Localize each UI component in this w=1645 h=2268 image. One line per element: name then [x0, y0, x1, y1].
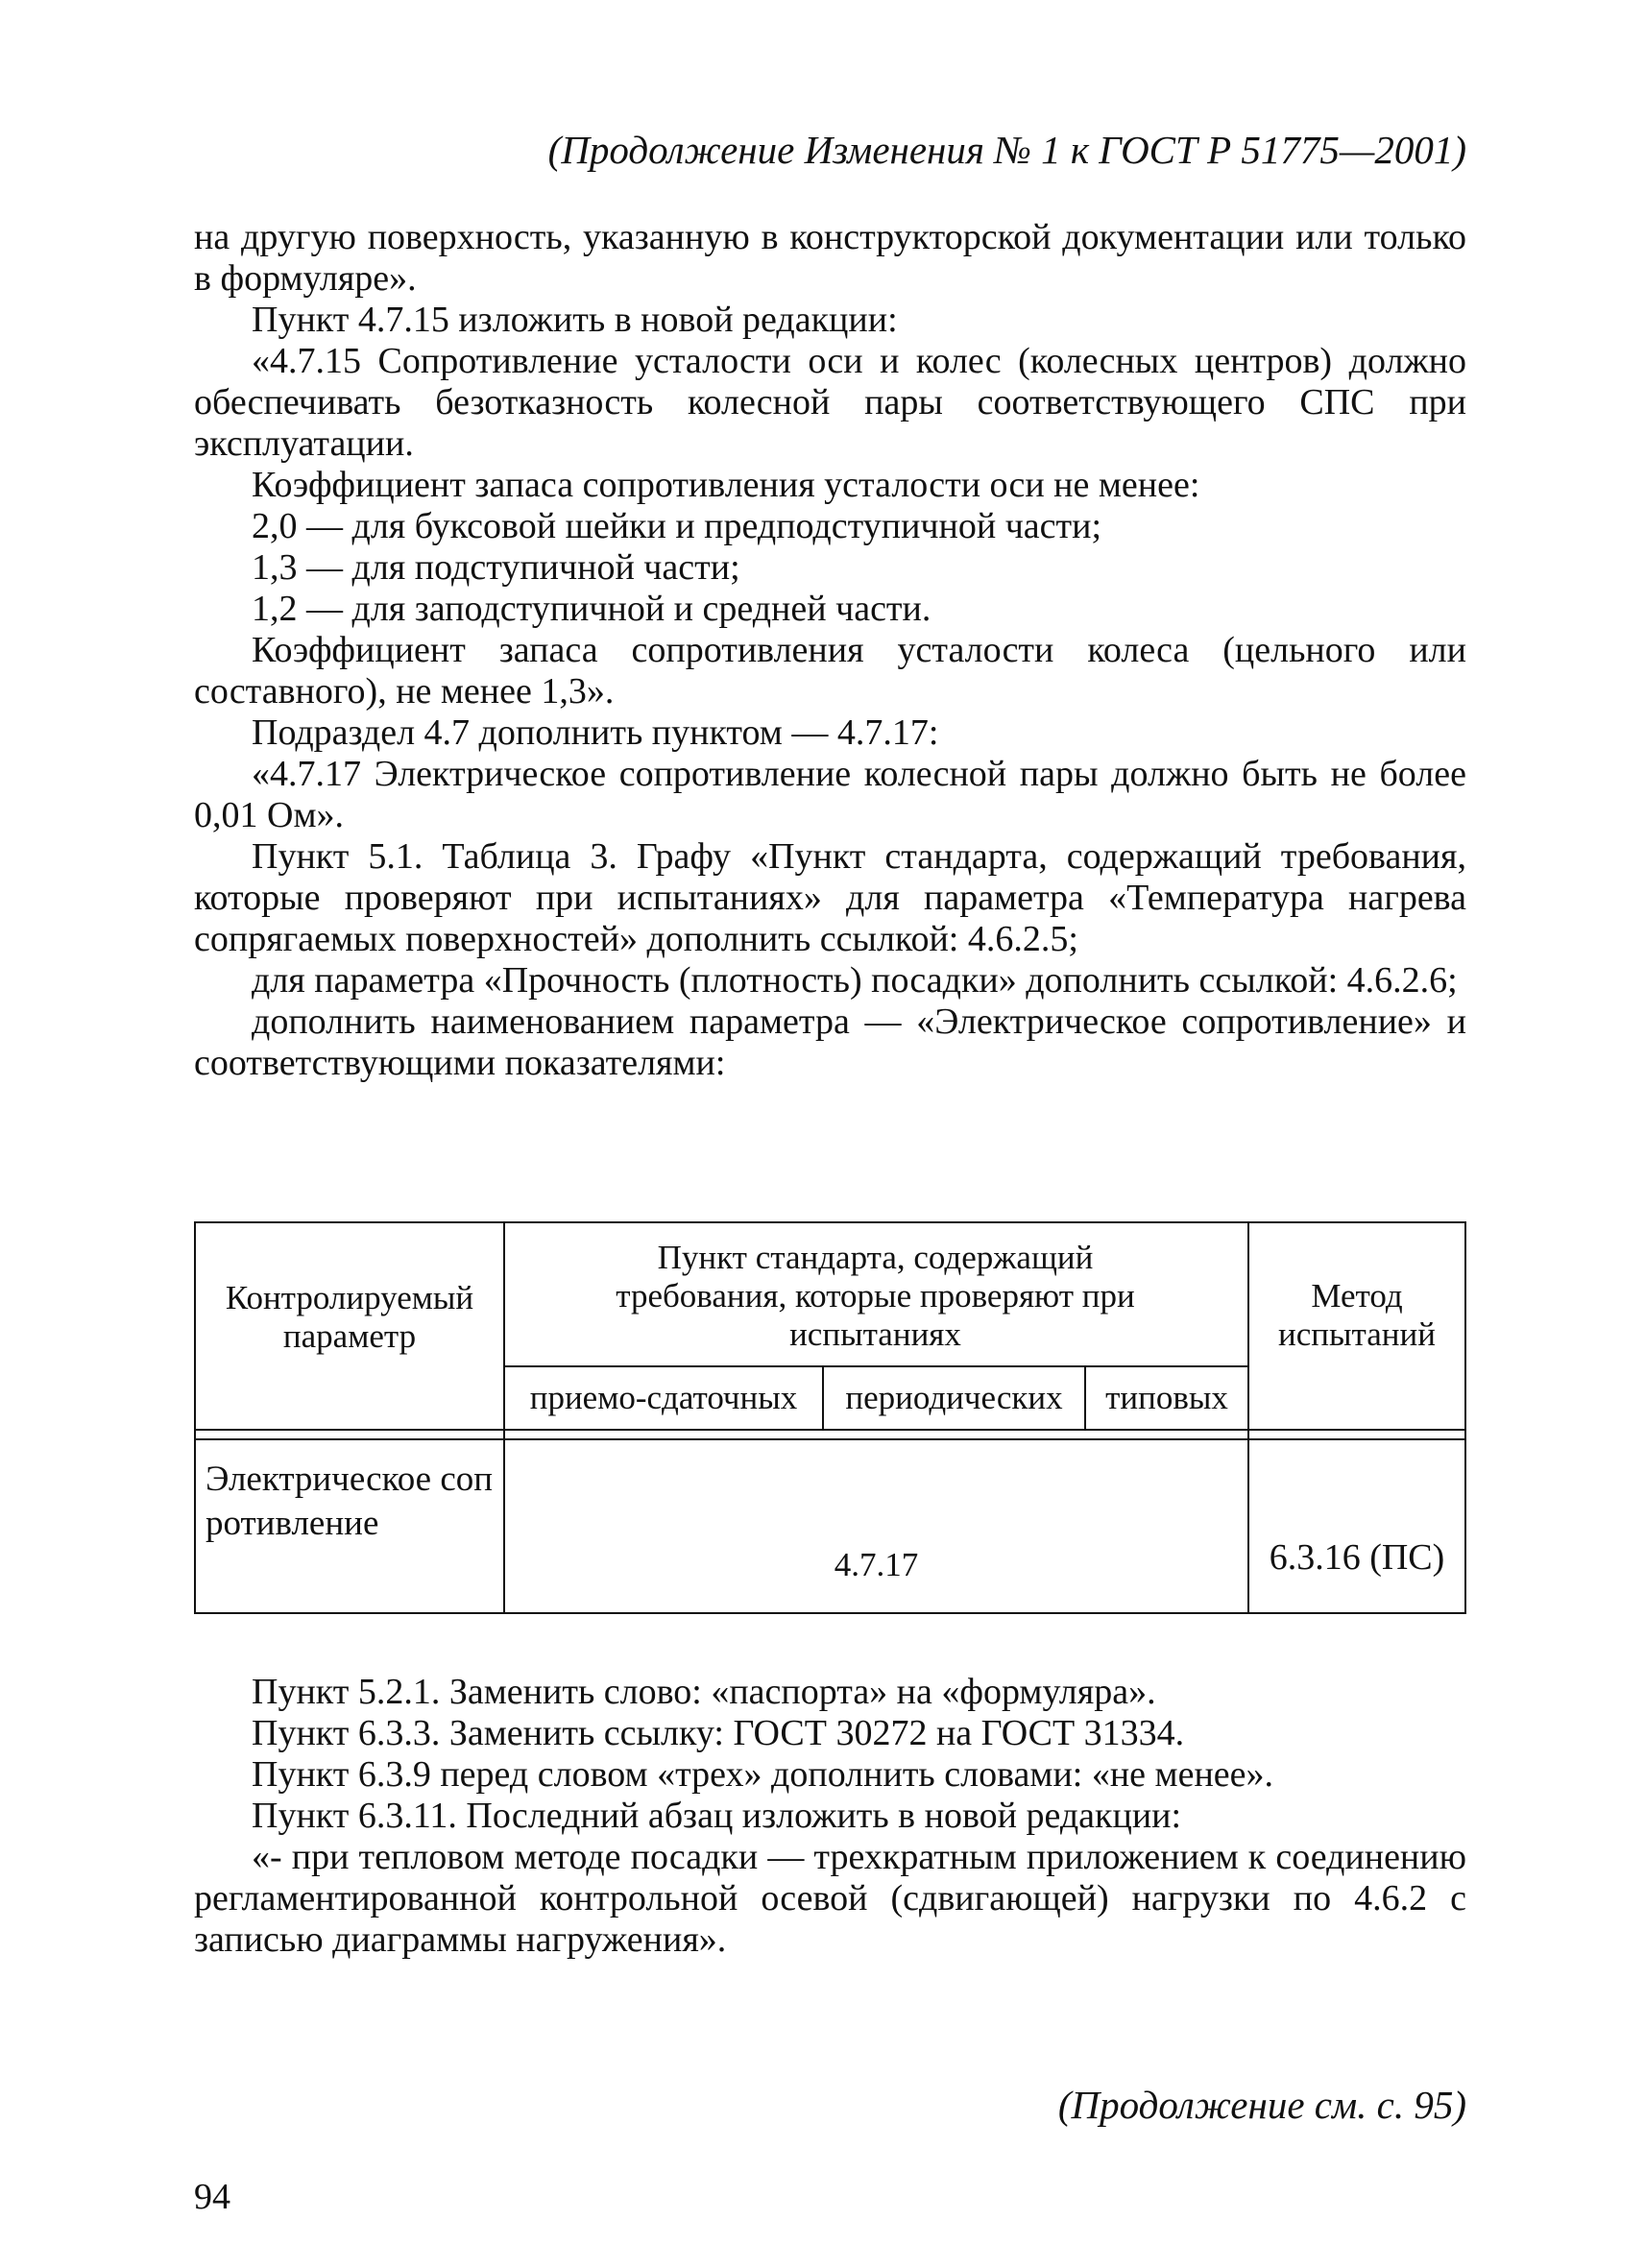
paragraph: 2,0 — для буксовой шейки и предподступичной части; [252, 506, 1102, 546]
table-header-acceptance: приемо-сдаточных [529, 1379, 798, 1416]
paragraph: 1,2 — для заподступичной и средней части. [252, 589, 931, 629]
body-text-top [194, 217, 1466, 1084]
paragraph: «4.7.17 Электрическое сопротивление колесной пары должно быть не более 0,01 Ом». [194, 754, 1466, 835]
table-divider [196, 1438, 1464, 1440]
table-header-type: типовых [1105, 1379, 1228, 1416]
paragraph: Подраздел 4.7 дополнить пунктом — 4.7.17: [252, 712, 939, 753]
table-cell-clause: 4.7.17 [834, 1546, 919, 1583]
paragraph: «- при тепловом методе посадки — трехкратным приложением к соединению регламентированной контрольной осевой (сдвигающей) нагрузки по 4.6.2 с записью диаграммы нагружения». [194, 1837, 1466, 1960]
paragraph: Пункт 5.2.1. Заменить слово: «паспорта» на «формуляра». [252, 1672, 1156, 1712]
page-number: 94 [194, 2177, 230, 2217]
header-continuation: (Продолжение Изменения № 1 к ГОСТ Р 51775—2001) [547, 128, 1466, 172]
paragraph: «4.7.15 Сопротивление усталости оси и колес (колесных центров) должно обеспечивать безотказность колесной пары соответствующего СПС при эксплуатации. [194, 341, 1466, 464]
table-cell-parameter: Электрическое сопротивление [206, 1460, 494, 1543]
paragraph: Коэффициент запаса сопротивления усталости оси не менее: [252, 465, 1200, 505]
table-cell-method: 6.3.16 (ПС) [1269, 1537, 1445, 1578]
table-header-clause: Пункт стандарта, содержащий требования, которые проверяют при испытаниях [616, 1239, 1135, 1353]
parameters-table [194, 1221, 1466, 1614]
paragraph: 1,3 — для подступичной части; [252, 547, 740, 588]
paragraph: Пункт 5.1. Таблица 3. Графу «Пункт стандарта, содержащий требования, которые проверяют при испытаниях» для параметра «Температура нагрева сопрягаемых поверхностей» дополнить ссылкой: 4.6.2.5; [194, 836, 1466, 959]
table-divider [503, 1365, 1247, 1367]
paragraph: на другую поверхность, указанную в конструкторской документации или только в формуляре». [194, 217, 1466, 299]
table-header-parameter: Контролируемый параметр [225, 1279, 474, 1355]
document-page [194, 0, 1466, 2268]
paragraph: Пункт 4.7.15 изложить в новой редакции: [252, 300, 898, 340]
footer-continuation: (Продолжение см. с. 95) [1057, 2083, 1466, 2127]
paragraph: Пункт 6.3.11. Последний абзац изложить в новой редакции: [252, 1796, 1182, 1836]
paragraph: Пункт 6.3.3. Заменить ссылку: ГОСТ 30272 на ГОСТ 31334. [252, 1713, 1185, 1753]
paragraph: Коэффициент запаса сопротивления усталости колеса (цельного или составного), не менее 1,3». [194, 630, 1466, 712]
table-header-method: Метод испытаний [1278, 1277, 1436, 1353]
paragraph: для параметра «Прочность (плотность) посадки» дополнить ссылкой: 4.6.2.6; [252, 960, 1458, 1001]
paragraph: Пункт 6.3.9 перед словом «трех» дополнить словами: «не менее». [252, 1754, 1274, 1795]
body-text-bottom [194, 1672, 1466, 1961]
table-divider [196, 1429, 1464, 1431]
paragraph: дополнить наименованием параметра — «Электрическое сопротивление» и соответствующими показателями: [194, 1001, 1466, 1083]
table-header-periodic: периодических [845, 1379, 1063, 1416]
